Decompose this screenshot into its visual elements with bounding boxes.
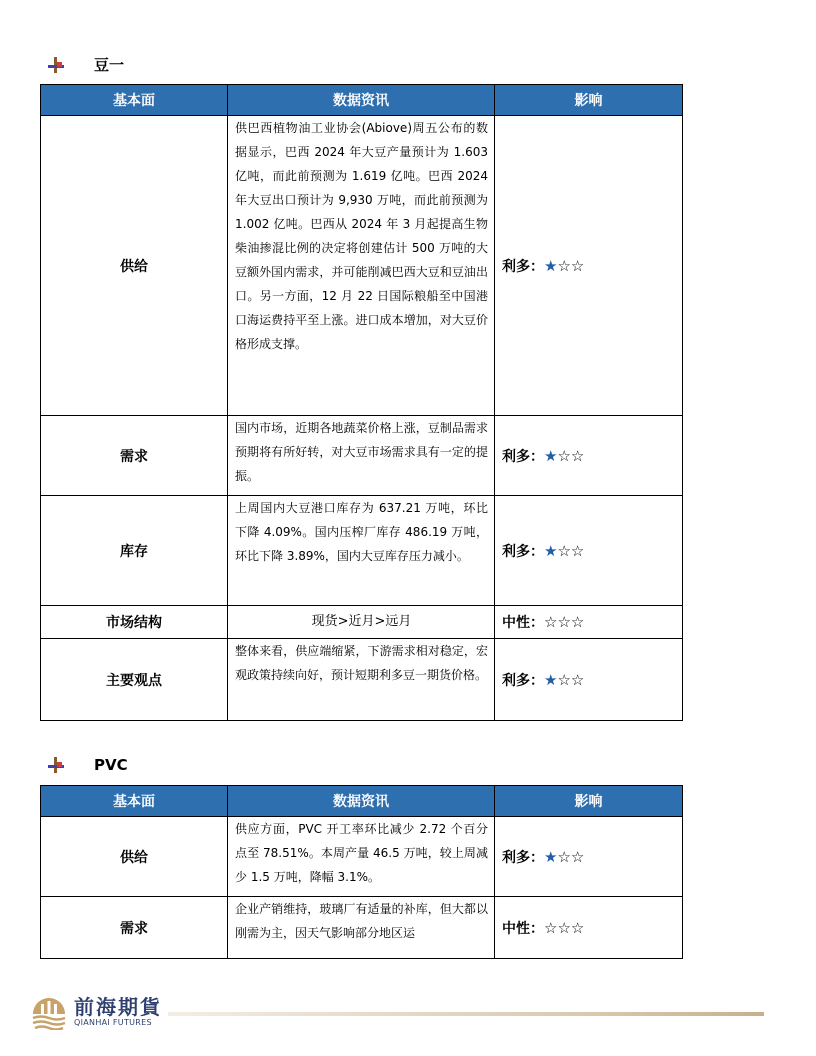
row-category: 市场结构 xyxy=(41,606,228,639)
header-impact: 影响 xyxy=(495,786,683,817)
row-category: 需求 xyxy=(41,416,228,496)
star-filled-icon: ★ xyxy=(544,256,558,275)
rating-stars xyxy=(544,848,584,866)
impact-label: 利多： xyxy=(502,448,544,465)
logo-chinese-name: 前海期貨 xyxy=(74,994,162,1019)
header-fundamentals: 基本面 xyxy=(41,85,228,116)
row-info: 上周国内大豆港口库存为 637.21 万吨，环比下降 4.09%。国内压榨厂库存 486.19 万吨，环比下降 3.89%，国内大豆库存压力减小。 xyxy=(228,496,495,606)
star-empty-icon: ☆☆ xyxy=(557,847,585,866)
impact-label: 利多： xyxy=(502,543,544,560)
rating-stars xyxy=(544,671,584,689)
table-row xyxy=(41,116,683,416)
rating-stars xyxy=(544,613,584,631)
star-empty-icon: ☆☆ xyxy=(557,256,585,275)
table-row xyxy=(41,817,683,897)
row-impact xyxy=(495,496,683,606)
rating-stars xyxy=(544,542,584,560)
star-empty-icon: ☆☆ xyxy=(557,541,585,560)
table-row xyxy=(41,416,683,496)
rating-stars xyxy=(544,257,584,275)
section-heading-soybean xyxy=(48,54,124,75)
header-data-info: 数据资讯 xyxy=(228,85,495,116)
star-empty-icon: ☆☆ xyxy=(557,670,585,689)
qianhai-logo-icon xyxy=(30,992,68,1030)
rating-stars xyxy=(544,447,584,465)
section-heading-pvc xyxy=(48,756,128,774)
impact-label: 利多： xyxy=(502,672,544,689)
row-info-text: 企业产销维持，玻璃厂有适量的补库，但大都以刚需为主，因天气影响部分地区运 xyxy=(235,902,488,940)
header-data-info: 数据资讯 xyxy=(228,786,495,817)
table-row xyxy=(41,606,683,639)
row-category: 需求 xyxy=(41,897,228,959)
row-info: 供应方面，PVC 开工率环比减少 2.72 个百分点至 78.51%。本周产量 46.5 万吨，较上周减少 1.5 万吨，降幅 3.1%。 xyxy=(228,817,495,897)
bullet-cross-icon xyxy=(48,757,64,773)
bullet-cross-icon xyxy=(48,57,64,73)
row-impact xyxy=(495,606,683,639)
star-empty-icon: ☆☆☆ xyxy=(544,613,585,631)
row-info: 现货>近月>远月 xyxy=(228,606,495,639)
pvc-fundamentals-table xyxy=(40,785,683,959)
rating-stars xyxy=(544,919,584,937)
table-header-row xyxy=(41,85,683,116)
star-filled-icon: ★ xyxy=(544,847,558,866)
footer-divider xyxy=(168,1012,764,1016)
soybean-fundamentals-table xyxy=(40,84,683,721)
row-impact xyxy=(495,416,683,496)
header-impact: 影响 xyxy=(495,85,683,116)
impact-label: 利多： xyxy=(502,849,544,866)
row-category: 供给 xyxy=(41,116,228,416)
row-info: 整体来看，供应端缩紧，下游需求相对稳定，宏观政策持续向好，预计短期利多豆一期货价格。 xyxy=(228,639,495,721)
table-row xyxy=(41,496,683,606)
row-category: 库存 xyxy=(41,496,228,606)
star-filled-icon: ★ xyxy=(544,541,558,560)
table-header-row xyxy=(41,786,683,817)
logo-english-name: QIANHAI FUTURES xyxy=(74,1017,152,1027)
header-fundamentals: 基本面 xyxy=(41,786,228,817)
row-impact xyxy=(495,897,683,959)
star-filled-icon: ★ xyxy=(544,670,558,689)
impact-label: 中性： xyxy=(502,615,544,631)
row-impact xyxy=(495,817,683,897)
row-info: 国内市场，近期各地蔬菜价格上涨，豆制品需求预期将有所好转，对大豆市场需求具有一定的提振。 xyxy=(228,416,495,496)
impact-label: 中性： xyxy=(502,920,544,937)
impact-label: 利多： xyxy=(502,258,544,275)
row-impact xyxy=(495,116,683,416)
footer-logo xyxy=(30,992,162,1030)
section-title: 豆一 xyxy=(94,56,125,74)
table-row xyxy=(41,639,683,721)
row-info xyxy=(228,897,495,959)
row-impact xyxy=(495,639,683,721)
section-title: PVC xyxy=(94,756,128,774)
star-filled-icon: ★ xyxy=(544,446,558,465)
star-empty-icon: ☆☆ xyxy=(557,446,585,465)
row-category: 供给 xyxy=(41,817,228,897)
row-category: 主要观点 xyxy=(41,639,228,721)
row-info: 供巴西植物油工业协会(Abiove)周五公布的数据显示，巴西 2024 年大豆产量预计为 1.603 亿吨，而此前预测为 1.619 亿吨。巴西 2024 年大豆出口预计为 9,930 万吨，而此前预测为 1.002 亿吨。巴西从 2024 年 3 月起提高生物柴油掺混比例的决定将创建估计 500 万吨的大豆额外国内需求，并可能削减巴西大豆和豆油出口。另一方面，12 月 22 日国际粮船至中国港口海运费持平至上涨。进口成本增加，对大豆价格形成支撑。 xyxy=(228,116,495,416)
table-row xyxy=(41,897,683,959)
star-empty-icon: ☆☆☆ xyxy=(544,918,585,937)
